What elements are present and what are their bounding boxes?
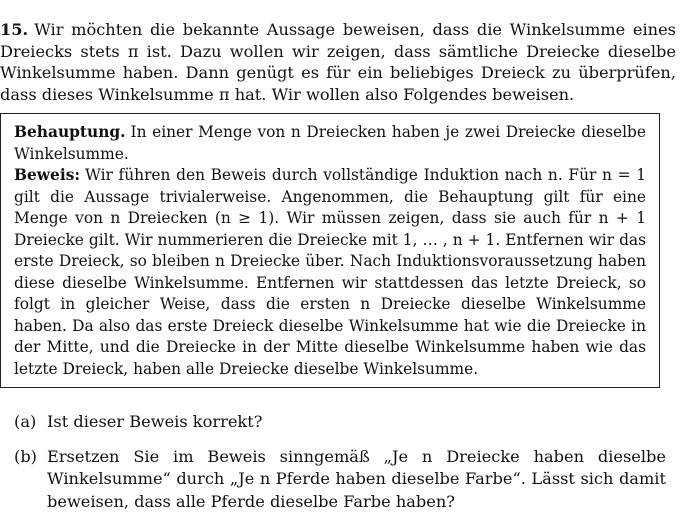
claim-label: Behauptung. — [14, 123, 126, 141]
claim-paragraph — [14, 122, 646, 165]
question-item — [14, 411, 666, 434]
proof-label: Beweis: — [14, 166, 81, 184]
problem-number: 15. — [0, 20, 29, 40]
claim-proof-box — [0, 113, 660, 388]
question-item — [14, 446, 666, 514]
question-label: (a) — [14, 412, 37, 431]
problem-intro-text: Wir möchten die bekannte Aussage beweisen, dass die Winkelsumme eines Dreiecks stets π ist. Dazu wollen wir zeigen, dass sämtliche Dreiecke dieselbe Winkelsumme haben. Dann genügt es für ein beliebiges Dreieck zu überprüfen, dass dieses Winkelsumme π hat. Wir wollen also Folgendes beweisen. — [0, 20, 676, 104]
proof-paragraph — [14, 165, 646, 380]
question-label: (b) — [14, 446, 37, 466]
question-text: Ist dieser Beweis korrekt? — [47, 412, 263, 431]
proof-text: Wir führen den Beweis durch vollständige Induktion nach n. Für n = 1 gilt die Aussage trivialerweise. Angenommen, die Behauptung gilt für eine Menge von n Dreiecken (n ≥ 1). Wir müssen zeigen, dass sie auch für n + 1 Dreiecke gilt. Wir nummerieren die Dreiecke mit 1, … , n + 1. Entfernen wir das erste Dreieck, so bleiben n Dreiecke über. Nach Induktionsvoraussetzung haben diese dieselbe Winkelsumme. Entfernen wir stattdessen das letzte Dreieck, so folgt in gleicher Weise, dass die ersten n Dreiecke dieselbe Winkelsumme haben. Da also das erste Dreieck dieselbe Winkelsumme hat wie die Dreiecke in der Mitte, und die Dreiecke in der Mitte dieselbe Winkelsumme haben wie das letzte Dreieck, haben alle Dreiecke dieselbe Winkelsumme. — [14, 166, 646, 378]
problem-intro-paragraph — [0, 19, 676, 105]
question-list — [14, 411, 666, 525]
question-text: Ersetzen Sie im Beweis sinngemäß „Je n Dreiecke haben dieselbe Winkelsumme“ durch „Je n Pferde haben dieselbe Farbe“. Lässt sich damit beweisen, dass alle Pferde dieselbe Farbe haben? — [47, 446, 666, 511]
claim-text: In einer Menge von n Dreiecken haben je zwei Dreiecke dieselbe Winkelsumme. — [14, 123, 646, 163]
